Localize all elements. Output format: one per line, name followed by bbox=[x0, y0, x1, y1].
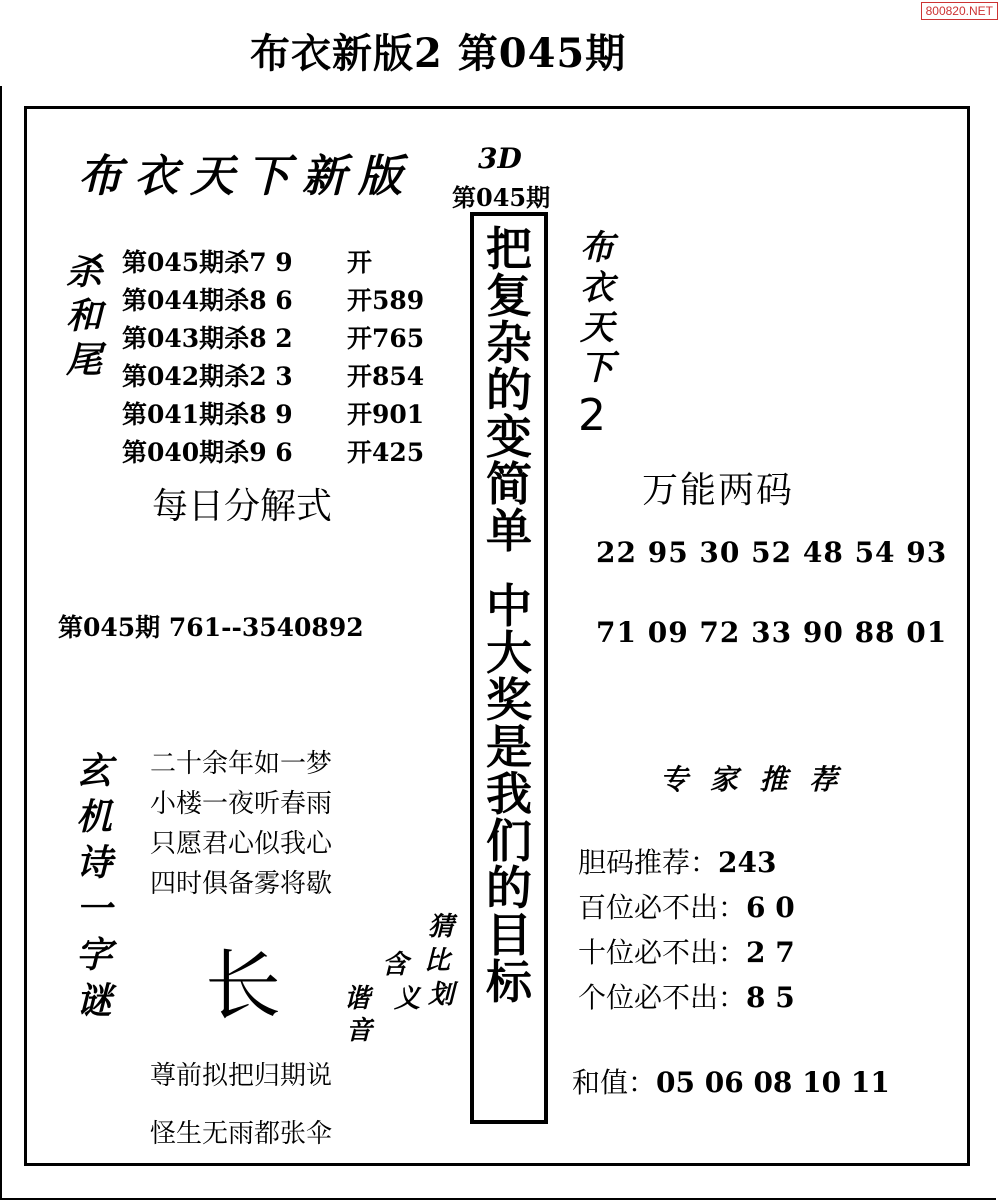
poem-line: 四时俱备雾将歇 bbox=[150, 869, 333, 899]
right-brand-number: 2 bbox=[578, 390, 606, 441]
slogan-char: 单 bbox=[486, 504, 532, 558]
row-issue-kill: 第045期杀7 9 bbox=[122, 248, 293, 277]
kill-label-char: 杀 bbox=[65, 251, 102, 293]
slogan-char: 我 bbox=[486, 767, 532, 821]
row-open: 开 bbox=[347, 248, 373, 277]
recommend-row: 个位必不出：8 5 bbox=[578, 981, 795, 1014]
right-brand-char: 天 bbox=[580, 308, 614, 348]
sum-value: 05 06 08 10 11 bbox=[656, 1066, 890, 1099]
brand-heading: 布衣天下新版 bbox=[78, 151, 414, 202]
poem-label-char: 谜 bbox=[75, 980, 112, 1022]
riddle-char: 长 bbox=[205, 941, 281, 1030]
hint-compare: 比 bbox=[424, 946, 451, 976]
slogan-char: 奖 bbox=[486, 673, 532, 727]
kill-table bbox=[122, 244, 442, 472]
row-open: 开589 bbox=[347, 286, 425, 315]
row-issue-kill: 第044期杀8 6 bbox=[122, 286, 293, 315]
poem-label-char: 玄 bbox=[75, 750, 112, 792]
slogan-char: 中 bbox=[486, 579, 532, 633]
table-row bbox=[122, 358, 442, 396]
poem-line: 小楼一夜听春雨 bbox=[150, 789, 333, 819]
poem-label-char: 字 bbox=[75, 934, 112, 976]
daily-formula bbox=[58, 608, 364, 644]
hint-homophone1: 谐 bbox=[344, 984, 371, 1014]
poem-label bbox=[72, 748, 116, 1024]
daily-value: 761--3540892 bbox=[168, 613, 364, 642]
poem-line: 二十余年如一梦 bbox=[150, 749, 333, 779]
slogan-char: 标 bbox=[486, 955, 532, 1009]
slogan-char: 杂 bbox=[486, 316, 532, 370]
slogan-char: 的 bbox=[486, 861, 532, 915]
right-brand-char: 布 bbox=[580, 228, 614, 268]
slogan-char: 大 bbox=[486, 626, 532, 680]
recommend-list bbox=[578, 840, 795, 1020]
sum-row bbox=[572, 1060, 890, 1105]
expert-label: 专 家 推 荐 bbox=[660, 763, 844, 796]
table-row bbox=[122, 434, 442, 472]
tag-issue: 第045期 bbox=[452, 183, 551, 212]
slogan-char: 们 bbox=[486, 814, 532, 868]
row-open: 开901 bbox=[347, 400, 425, 429]
slogan-char: 简 bbox=[486, 457, 532, 511]
table-row bbox=[122, 396, 442, 434]
page-title: 布衣新版2 第045期 bbox=[250, 30, 627, 77]
right-brand-char: 下 bbox=[580, 348, 614, 388]
slogan-char: 目 bbox=[486, 908, 532, 962]
hint-homophone2: 音 bbox=[346, 1016, 373, 1046]
poem-label-char: 机 bbox=[75, 796, 112, 838]
slogan-char: 是 bbox=[486, 720, 532, 774]
poem bbox=[150, 744, 332, 904]
recommend-row: 十位必不出：2 7 bbox=[578, 936, 795, 969]
table-row bbox=[122, 320, 442, 358]
kill-label-char: 尾 bbox=[65, 339, 102, 381]
kill-label-char: 和 bbox=[65, 295, 102, 337]
universal-row-2: 71 09 72 33 90 88 01 bbox=[596, 616, 948, 649]
row-open: 开425 bbox=[347, 438, 425, 467]
row-issue-kill: 第041期杀8 9 bbox=[122, 400, 293, 429]
table-row bbox=[122, 282, 442, 320]
row-issue-kill: 第040期杀9 6 bbox=[122, 438, 293, 467]
row-issue-kill: 第043期杀8 2 bbox=[122, 324, 293, 353]
slogan-char: 的 bbox=[486, 363, 532, 417]
daily-label: 每日分解式 bbox=[152, 486, 333, 527]
slogan-char: 把 bbox=[486, 222, 532, 276]
slogan-char: 变 bbox=[486, 410, 532, 464]
hint-guess: 猜 bbox=[428, 912, 455, 942]
tag-3d: 3D bbox=[478, 142, 522, 175]
universal-row-1: 22 95 30 52 48 54 93 bbox=[596, 536, 948, 569]
row-open: 开854 bbox=[347, 362, 425, 391]
row-issue-kill: 第042期杀2 3 bbox=[122, 362, 293, 391]
sum-label: 和值： bbox=[572, 1066, 657, 1099]
hint-draw: 划 bbox=[428, 980, 455, 1010]
bottom-line-1: 尊前拟把归期说 bbox=[150, 1061, 333, 1091]
slogan-column bbox=[470, 212, 548, 1124]
universal-label: 万能两码 bbox=[642, 470, 795, 511]
right-brand bbox=[572, 228, 622, 388]
poem-line: 只愿君心似我心 bbox=[150, 829, 333, 859]
hint-meaning1: 含 bbox=[382, 950, 409, 980]
watermark: 800820.NET bbox=[921, 2, 998, 20]
poem-label-char: 诗 bbox=[75, 842, 112, 884]
hint-meaning2: 义 bbox=[394, 984, 421, 1014]
table-row bbox=[122, 244, 442, 282]
recommend-row: 百位必不出：6 0 bbox=[578, 891, 795, 924]
slogan-char: 复 bbox=[486, 269, 532, 323]
bottom-line-2: 怪生无雨都张伞 bbox=[150, 1119, 333, 1149]
right-brand-char: 衣 bbox=[580, 268, 614, 308]
recommend-row: 胆码推荐：243 bbox=[578, 846, 777, 879]
poem-label-char: 一 bbox=[75, 888, 112, 930]
row-open: 开765 bbox=[347, 324, 425, 353]
kill-label bbox=[62, 250, 106, 382]
daily-issue: 第045期 bbox=[58, 613, 161, 642]
